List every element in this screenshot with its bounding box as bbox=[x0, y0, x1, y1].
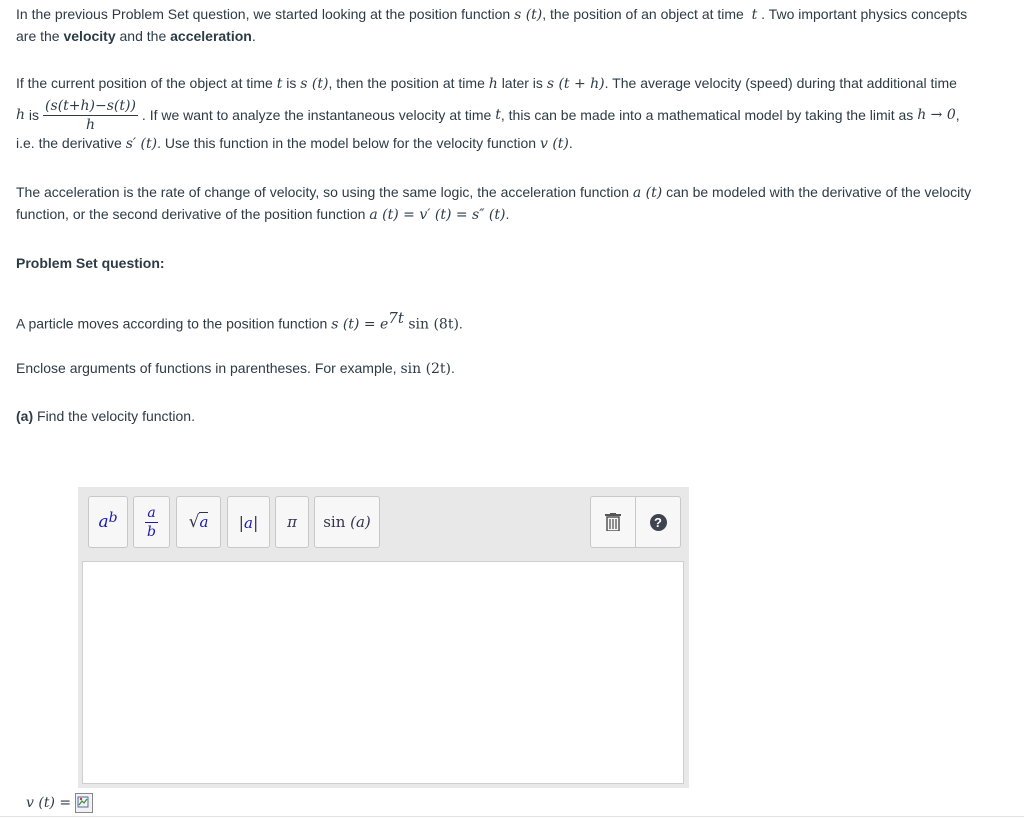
position-function-lhs: s (t) = e bbox=[331, 316, 389, 333]
absolute-value-icon: |a| bbox=[238, 512, 259, 532]
velocity-text: . Use this function in the model below for the velocity function bbox=[157, 135, 537, 151]
particle-statement bbox=[16, 306, 463, 337]
velocity-text: . The average velocity (speed) during that additional time bbox=[604, 75, 957, 91]
sqrt-radicand: a bbox=[199, 513, 209, 531]
fraction-denominator: h bbox=[85, 116, 95, 133]
velocity-text: is bbox=[286, 75, 297, 91]
problem-heading bbox=[16, 255, 165, 271]
part-a-prompt bbox=[16, 408, 195, 424]
sin-button[interactable] bbox=[314, 496, 380, 548]
power-base: a bbox=[98, 512, 109, 532]
math-editor bbox=[78, 487, 689, 788]
bottom-divider bbox=[0, 816, 1024, 817]
broken-image-icon[interactable] bbox=[75, 793, 93, 813]
time-variable: t bbox=[495, 107, 501, 123]
acceleration-function-symbol: a (t) bbox=[632, 185, 663, 201]
editor-actions-group bbox=[590, 496, 681, 548]
intro-text-c: . Two important physics concepts bbox=[761, 6, 968, 22]
fraction-button[interactable] bbox=[133, 496, 170, 548]
velocity-text: . bbox=[568, 135, 573, 151]
sqrt-button[interactable] bbox=[176, 496, 221, 548]
velocity-text: i.e. the derivative bbox=[16, 135, 122, 151]
acceleration-text: function, or the second derivative of the position function bbox=[16, 206, 366, 222]
question-circle-icon: ? bbox=[650, 514, 667, 531]
enclose-hint bbox=[16, 358, 455, 380]
enclose-example: sin (2t) bbox=[400, 361, 452, 377]
limit-expression: h → 0 bbox=[917, 107, 956, 123]
position-expression: s (t) bbox=[300, 76, 329, 92]
enclose-text: Enclose arguments of functions in parentheses. For example, bbox=[16, 360, 397, 376]
acceleration-formula: a (t) = v′ (t) = s″ (t) bbox=[369, 207, 506, 223]
acceleration-text: can be modeled with the derivative of the velocity bbox=[666, 184, 972, 200]
intro-text-f: . bbox=[251, 28, 256, 44]
velocity-text: . If we want to analyze the instantaneous velocity at time bbox=[141, 107, 492, 123]
velocity-text: If the current position of the object at time bbox=[16, 75, 273, 91]
particle-end: . bbox=[458, 315, 463, 332]
fraction-icon bbox=[145, 504, 157, 541]
exponent: 7t bbox=[388, 309, 404, 327]
problem-heading-text: Problem Set question: bbox=[16, 255, 165, 271]
intro-text-e: and the bbox=[119, 28, 167, 44]
later-position-expression: s (t + h) bbox=[546, 76, 605, 92]
enclose-end: . bbox=[451, 360, 455, 376]
fraction-numerator: (s(t+h)−s(t)) bbox=[45, 97, 136, 114]
clear-button[interactable] bbox=[591, 497, 636, 547]
particle-text: A particle moves according to the position function bbox=[16, 315, 328, 332]
velocity-text: , this can be made into a mathematical model by taking the limit as bbox=[500, 107, 914, 123]
velocity-text: later is bbox=[501, 75, 543, 91]
part-a-text: Find the velocity function. bbox=[37, 408, 195, 424]
velocity-paragraph-line2 bbox=[16, 95, 960, 135]
acceleration-paragraph bbox=[16, 182, 986, 226]
answer-input[interactable] bbox=[82, 561, 684, 784]
derivative-expression: s′ (t) bbox=[125, 136, 158, 152]
h-variable: h bbox=[488, 76, 498, 92]
acceleration-text: The acceleration is the rate of change of velocity, so using the same logic, the acceleration function bbox=[16, 184, 629, 200]
velocity-text: , bbox=[955, 107, 960, 123]
power-button[interactable] bbox=[88, 496, 128, 548]
velocity-paragraph-line3 bbox=[16, 133, 573, 155]
abs-inner: a bbox=[244, 513, 253, 532]
part-a-label: (a) bbox=[16, 408, 34, 424]
h-variable: h bbox=[16, 107, 26, 123]
acceleration-term: acceleration bbox=[170, 28, 252, 44]
velocity-text: is bbox=[28, 107, 40, 123]
acceleration-text: . bbox=[505, 206, 510, 222]
help-button[interactable] bbox=[636, 497, 680, 547]
sin-arg: (a) bbox=[350, 513, 371, 531]
velocity-term: velocity bbox=[63, 28, 116, 44]
velocity-paragraph-line1 bbox=[16, 73, 957, 95]
time-variable: t bbox=[751, 7, 758, 23]
velocity-answer-row bbox=[26, 793, 93, 813]
velocity-function-symbol: v (t) bbox=[539, 136, 569, 152]
sin-label: sin bbox=[323, 513, 346, 531]
trash-icon bbox=[605, 513, 621, 531]
intro-paragraph bbox=[16, 4, 986, 47]
intro-text-b: , the position of an object at time bbox=[542, 6, 744, 22]
intro-text: In the previous Problem Set question, we started looking at the position function bbox=[16, 6, 511, 22]
intro-text-d: are the bbox=[16, 28, 60, 44]
sqrt-icon: √a bbox=[188, 512, 209, 532]
velocity-answer-label: v (t) = bbox=[26, 795, 72, 811]
fraction-icon-den: b bbox=[147, 523, 156, 540]
absolute-value-button[interactable] bbox=[227, 496, 270, 548]
position-function-symbol: s (t) bbox=[514, 7, 543, 23]
power-exponent: b bbox=[108, 510, 118, 526]
broken-image-glyph bbox=[76, 794, 90, 810]
position-function-rhs: sin (8t) bbox=[403, 316, 459, 333]
average-velocity-fraction bbox=[43, 97, 138, 134]
pi-symbol: π bbox=[287, 513, 297, 531]
fraction-icon-num: a bbox=[147, 504, 156, 521]
velocity-text: , then the position at time bbox=[328, 75, 485, 91]
pi-button[interactable] bbox=[275, 496, 309, 548]
time-variable: t bbox=[276, 76, 283, 92]
